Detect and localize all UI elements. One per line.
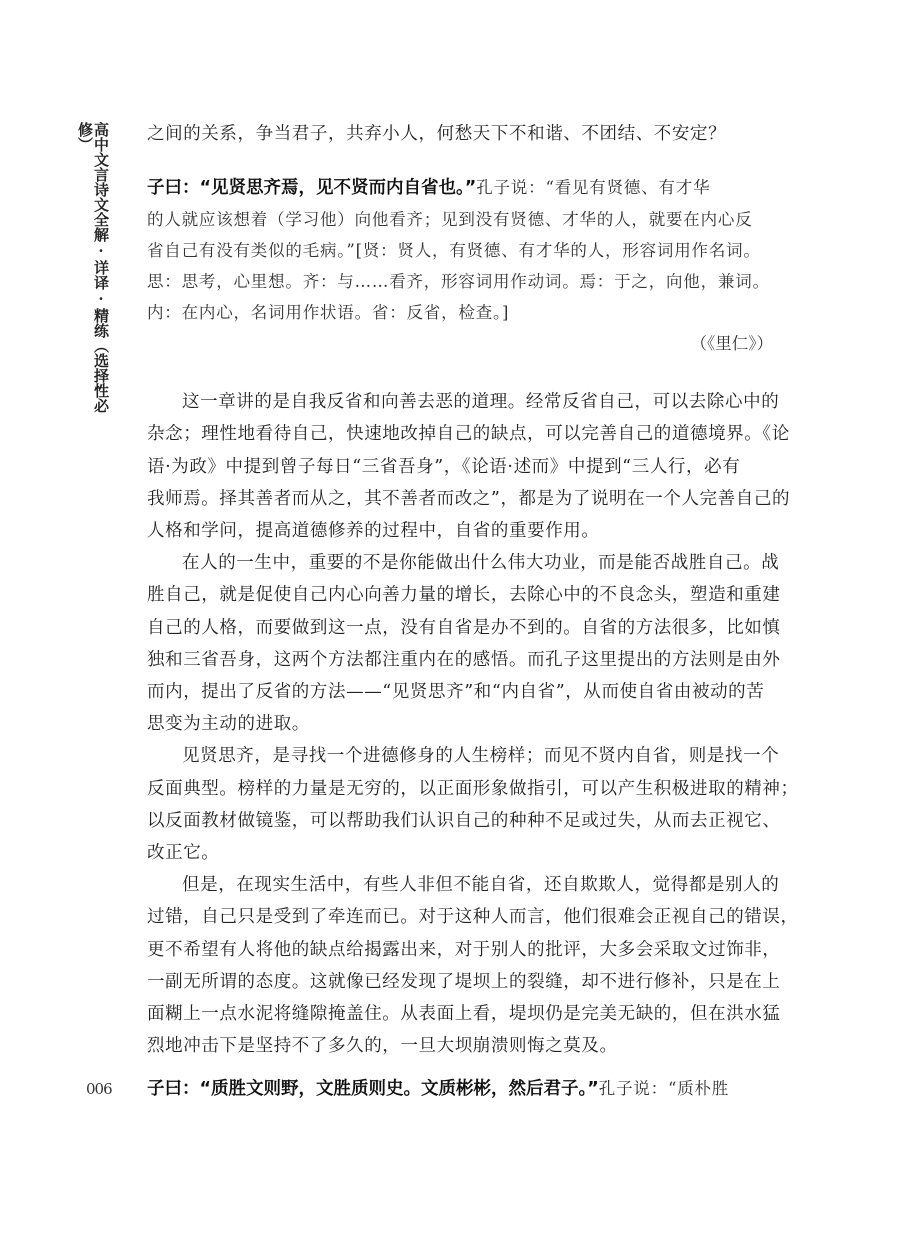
paragraph-line: 杂念；理性地看待自己，快速地改掉自己的缺点，可以完善自己的道德境界。《论 xyxy=(147,424,790,445)
quote1-line-2: 的人就应该想着（学习他）向他看齐；见到没有贤德、才华的人，就要在内心反 xyxy=(147,210,753,230)
quote1-source: （《里仁》） xyxy=(690,334,773,354)
paragraph-line: 以反面教材做镜鉴，可以帮助我们认识自己的种种不足或过失，从而去正视它、 xyxy=(147,810,781,831)
paragraph-line: 一副无所谓的态度。这就像已经发现了堤坝上的裂缝，却不进行修补，只是在上 xyxy=(147,971,781,992)
quote-block-2 xyxy=(147,1073,787,1105)
paragraph-line: 改正它。 xyxy=(147,843,220,864)
essay-paragraph xyxy=(147,386,791,547)
page-number: 006 xyxy=(86,1080,112,1098)
quote1-line-1 xyxy=(147,172,775,204)
paragraph-line: 语·为政》中提到曾子每日“三省吾身”，《论语·述而》中提到“三人行，必有 xyxy=(147,456,741,477)
quote1-line-5: 内：在内心，名词用作状语。省：反省，检查。] xyxy=(147,303,510,323)
page-content xyxy=(147,118,799,1062)
paragraph-line: 过错，自己只是受到了牵连而已。对于这种人而言，他们很难会正视自己的错误， xyxy=(147,907,799,928)
essay-paragraph xyxy=(147,740,799,869)
quote1-line-3: 省自己有没有类似的毛病。”[贤：贤人，有贤德、有才华的人，形容词用作名词。 xyxy=(147,241,761,261)
opening-line: 之间的关系，争当君子，共弃小人，何愁天下不和谐、不团结、不安定？ xyxy=(147,124,727,144)
book-title-vertical: 高中文言诗文全解·详译·精练（选择性必修） xyxy=(76,122,110,413)
quote1-original-text: 子曰：“见贤思齐焉，见不贤而内自省也。” xyxy=(147,178,477,199)
quote-block-1 xyxy=(147,172,775,359)
paragraph-line: 面糊上一点水泥将缝隙掩盖住。从表面上看，堤坝仍是完美无缺的，但在洪水猛 xyxy=(147,1004,781,1025)
paragraph-line: 胜自己，就是促使自己内心向善力量的增长，去除心中的不良念头，塑造和重建 xyxy=(147,585,781,606)
quote2-original-text: 子曰：“质胜文则野，文胜质则史。文质彬彬，然后君子。” xyxy=(147,1079,599,1099)
paragraph-line: 反面典型。榜样的力量是无穷的，以正面形象做指引，可以产生积极进取的精神； xyxy=(147,778,799,799)
paragraph-line: 人格和学问，提高道德修养的过程中，自省的重要作用。 xyxy=(147,521,600,542)
paragraph-line: 但是，在现实生活中，有些人非但不能自省，还自欺欺人，觉得都是别人的 xyxy=(182,875,780,896)
paragraph-line: 见贤思齐，是寻找一个进德修身的人生榜样；而见不贤内自省，则是找一个 xyxy=(182,746,780,767)
essay-paragraph xyxy=(147,869,799,1062)
paragraph-line: 自己的人格，而要做到这一点，没有自省是办不到的。自省的方法很多，比如慎 xyxy=(147,617,781,638)
quote1-line-4: 思：思考，心里想。齐：与……看齐，形容词用作动词。焉：于之，向他，兼词。 xyxy=(147,272,770,292)
quote2-translation-start: 孔子说：“质朴胜 xyxy=(598,1079,730,1098)
essay-section xyxy=(147,386,799,1062)
paragraph-line: 而内，提出了反省的方法——“见贤思齐”和“内自省”，从而使自省由被动的苦 xyxy=(147,682,765,703)
paragraph-line: 更不希望有人将他的缺点给揭露出来，对于别人的批评，大多会采取文过饰非， xyxy=(147,939,781,960)
essay-paragraph xyxy=(147,547,781,740)
paragraph-line: 思变为主动的进取。 xyxy=(147,714,310,735)
paragraph-line: 独和三省吾身，这两个方法都注重内在的感悟。而孔子这里提出的方法则是由外 xyxy=(147,649,781,670)
paragraph-line: 在人的一生中，重要的不是你能做出什么伟大功业，而是能否战胜自己。战 xyxy=(182,553,780,574)
paragraph-line: 烈地冲击下是坚持不了多久的，一旦大坝崩溃则悔之莫及。 xyxy=(147,1036,618,1057)
paragraph-line: 我师焉。择其善者而从之，其不善者而改之”，都是为了说明在一个人完善自己的 xyxy=(147,488,791,509)
quote2-line-1 xyxy=(147,1073,787,1105)
paragraph-line: 这一章讲的是自我反省和向善去恶的道理。经常反省自己，可以去除心中的 xyxy=(182,392,780,413)
quote1-translation-start: 孔子说：“看见有贤德、有才华 xyxy=(476,178,711,198)
